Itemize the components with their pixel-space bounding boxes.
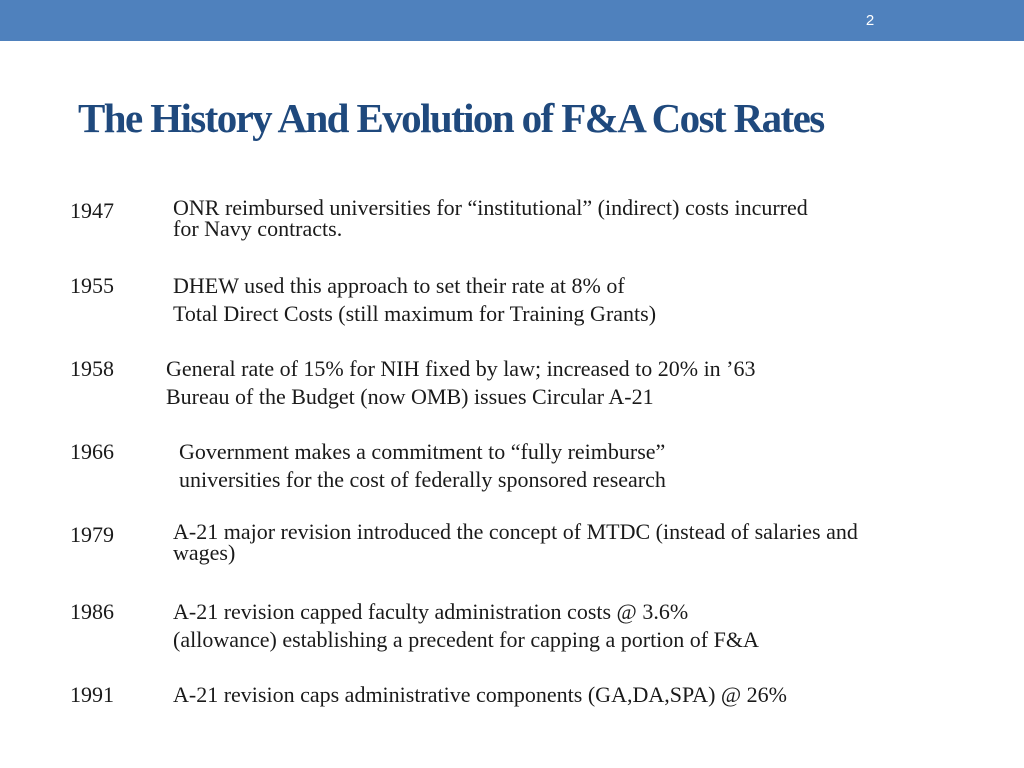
entry-year: 1986 — [70, 599, 114, 624]
entry-line-1: DHEW used this approach to set their rate at 8% of — [173, 273, 625, 298]
header-bar — [0, 0, 1024, 41]
entry-description — [166, 355, 756, 411]
entry-year: 1979 — [70, 522, 114, 547]
entry-description — [173, 197, 808, 239]
slide-title: The History And Evolution of F&A Cost Rates — [78, 95, 824, 141]
entry-line-2: wages) — [173, 540, 236, 565]
entry-year: 1958 — [70, 356, 114, 381]
entry-description — [173, 598, 759, 654]
entry-description — [173, 272, 656, 328]
entry-line-2: (allowance) establishing a precedent for capping a portion of F&A — [173, 627, 759, 652]
entry-line-1: A-21 major revision introduced the concept of MTDC (instead of salaries and — [173, 519, 858, 544]
entry-line-1: A-21 revision caps administrative components (GA,DA,SPA) @ 26% — [173, 682, 787, 707]
entry-description — [173, 521, 858, 563]
entry-description — [179, 438, 666, 494]
entry-line-2: for Navy contracts. — [173, 216, 343, 241]
entry-line-1: ONR reimbursed universities for “institutional” (indirect) costs incurred — [173, 195, 808, 220]
entry-year: 1947 — [70, 198, 114, 223]
entry-line-2: Total Direct Costs (still maximum for Training Grants) — [173, 301, 657, 326]
entry-year: 1966 — [70, 439, 114, 464]
entry-line-2: Bureau of the Budget (now OMB) issues Circular A-21 — [166, 384, 654, 409]
entry-line-1: Government makes a commitment to “fully reimburse” — [179, 439, 666, 464]
entry-line-2: universities for the cost of federally sponsored research — [179, 467, 666, 492]
entry-line-1: A-21 revision capped faculty administration costs @ 3.6% — [173, 599, 689, 624]
entry-description — [173, 681, 787, 709]
entry-year: 1991 — [70, 682, 114, 707]
entry-line-1: General rate of 15% for NIH fixed by law; increased to 20% in ’63 — [166, 356, 756, 381]
page-number: 2 — [865, 12, 875, 29]
entry-year: 1955 — [70, 273, 114, 298]
